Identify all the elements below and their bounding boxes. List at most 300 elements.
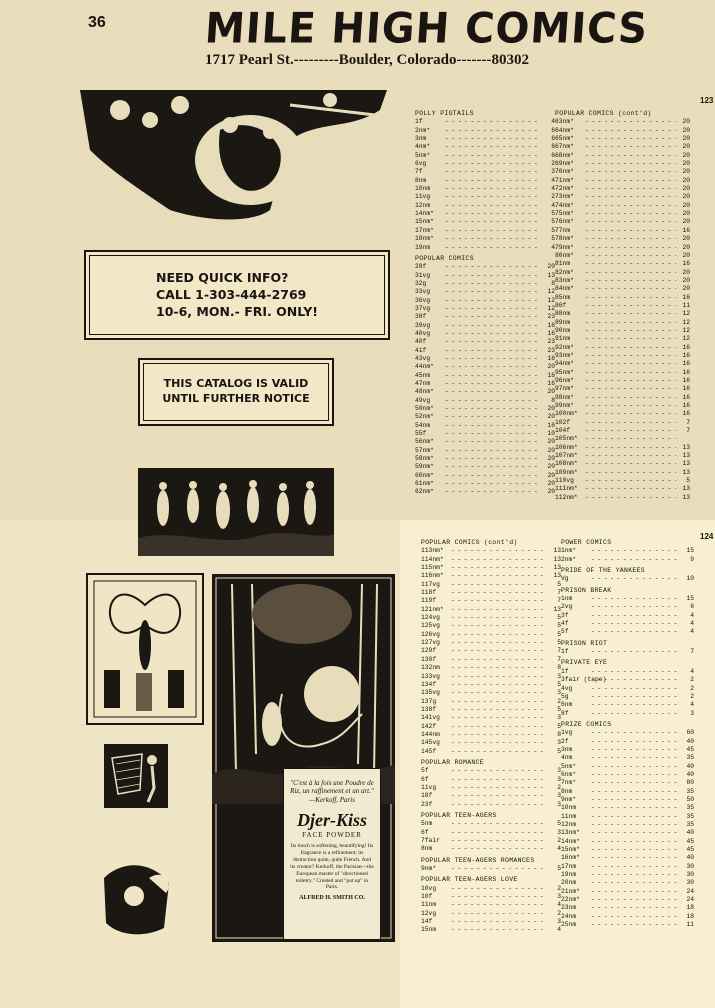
listing-row xyxy=(415,405,555,413)
issue-price: 3 xyxy=(557,739,561,747)
listing-row xyxy=(415,185,555,193)
issue-grade: 49vg xyxy=(415,396,431,404)
listing-row xyxy=(561,628,694,636)
listing-row xyxy=(421,723,561,731)
issue-grade: 129f xyxy=(421,647,437,655)
issue-grade: 12nm xyxy=(415,201,431,209)
leader-dashes xyxy=(451,656,547,664)
issue-price: 20 xyxy=(547,405,555,413)
issue-grade: 70nm* xyxy=(555,168,574,176)
issue-price: 20 xyxy=(682,210,690,218)
listing-row xyxy=(415,127,555,135)
listing-row xyxy=(561,896,694,904)
leader-dashes xyxy=(585,285,676,293)
listing-row xyxy=(421,664,561,672)
issue-price: 16 xyxy=(682,368,690,376)
issue-grade: 114nm* xyxy=(421,555,444,563)
listing-row xyxy=(415,380,555,388)
issue-price: 40 xyxy=(686,762,694,770)
issue-price: 5 xyxy=(557,865,561,873)
listing-row xyxy=(421,556,561,564)
issue-grade: 16nm* xyxy=(561,854,580,862)
page-mark-top: 123 xyxy=(700,96,714,105)
leader-dashes xyxy=(445,438,541,446)
listing-row xyxy=(555,319,690,327)
issue-price: 23 xyxy=(547,346,555,354)
issue-price: 5 xyxy=(551,218,555,226)
listing-row xyxy=(415,438,555,446)
issue-grade: 31vg xyxy=(415,271,431,279)
listing-row xyxy=(421,901,561,909)
quick-info-line-1: NEED QUICK INFO? xyxy=(156,270,289,285)
issue-price: 13 xyxy=(682,443,690,451)
listing-section-title: PRIZE COMICS xyxy=(561,720,612,728)
issue-price: 4 xyxy=(551,243,555,251)
listing-row xyxy=(415,455,555,463)
leader-dashes xyxy=(585,327,676,335)
leader-dashes xyxy=(585,260,676,268)
issue-grade: 12vg xyxy=(421,909,437,917)
listing-row xyxy=(555,152,690,160)
listing-row xyxy=(555,327,690,335)
listing-row xyxy=(421,739,561,747)
issue-grade: 2vg xyxy=(561,603,573,611)
leader-dashes xyxy=(451,792,547,800)
leader-dashes xyxy=(445,480,541,488)
issue-price: 3 xyxy=(557,792,561,800)
listing-row xyxy=(561,620,694,628)
listing-row xyxy=(561,685,694,693)
issue-price: 20 xyxy=(682,285,690,293)
issue-price: 16 xyxy=(682,377,690,384)
listing-row xyxy=(421,681,561,689)
leader-dashes xyxy=(585,494,676,502)
leader-dashes xyxy=(585,294,676,302)
leader-dashes xyxy=(591,676,680,684)
quick-info-line-2: CALL 1-303-444-2769 xyxy=(156,286,307,302)
leader-dashes xyxy=(585,452,676,460)
issue-grade: 48nm* xyxy=(415,388,434,396)
issue-price: 12 xyxy=(682,318,690,326)
issue-grade: 141vg xyxy=(421,714,440,722)
leader-dashes xyxy=(451,547,547,555)
leader-dashes xyxy=(591,729,680,737)
leader-dashes xyxy=(585,277,676,285)
listing-row xyxy=(561,612,694,620)
issue-price: 3 xyxy=(557,828,561,836)
issue-price: 13 xyxy=(682,493,690,501)
issue-grade: 8nm xyxy=(561,787,573,795)
issue-price: 20 xyxy=(547,363,555,371)
issue-price: 20 xyxy=(682,135,690,143)
issue-grade: 73nm* xyxy=(555,193,574,201)
listing-row xyxy=(415,472,555,480)
issue-grade: 11nm xyxy=(421,901,437,909)
issue-price: 2 xyxy=(557,909,561,917)
listing-row xyxy=(415,168,555,176)
issue-grade: 116nm* xyxy=(421,572,444,580)
listing-section-title: POPULAR COMICS (cont'd) xyxy=(421,539,518,546)
issue-grade: 79nm* xyxy=(555,243,574,251)
leader-dashes xyxy=(451,706,547,714)
issue-grade: 7fair xyxy=(421,837,440,845)
issue-price: 13 xyxy=(553,547,561,555)
illustration-butterfly-fairy xyxy=(86,573,204,725)
issue-price: 7 xyxy=(686,418,690,426)
listing-row xyxy=(561,754,694,762)
leader-dashes xyxy=(591,701,680,709)
issue-price: 23 xyxy=(547,338,555,346)
page-number: 36 xyxy=(88,14,106,31)
listing-row xyxy=(421,589,561,597)
leader-dashes xyxy=(445,380,541,388)
listing-section-title: POWER COMICS xyxy=(561,539,612,546)
issue-price: 5 xyxy=(557,580,561,588)
issue-grade: 125vg xyxy=(421,622,440,630)
issue-grade: 15nm* xyxy=(561,846,580,854)
issue-grade: 32g xyxy=(415,279,427,287)
leader-dashes xyxy=(585,469,676,477)
leader-dashes xyxy=(591,668,680,676)
listing-row xyxy=(421,614,561,622)
issue-price: 5 xyxy=(557,705,561,713)
leader-dashes xyxy=(585,444,676,452)
store-address: 1717 Pearl St.---------Boulder, Colorado-------80302 xyxy=(205,52,529,68)
issue-grade: 82nm* xyxy=(555,268,574,276)
issue-price: 20 xyxy=(547,388,555,396)
leader-dashes xyxy=(585,252,676,260)
issue-grade: 37vg xyxy=(415,304,431,312)
issue-price: 35 xyxy=(686,821,694,828)
issue-grade: 8nm xyxy=(415,176,427,184)
issue-price: 35 xyxy=(686,787,694,795)
leader-dashes xyxy=(585,185,676,193)
issue-grade: 3nm xyxy=(561,745,573,753)
issue-grade: 58nm* xyxy=(415,455,434,463)
issue-price: 50 xyxy=(686,795,694,803)
issue-price: 20 xyxy=(547,471,555,479)
leader-dashes xyxy=(445,355,541,363)
issue-price: 5 xyxy=(557,680,561,688)
issue-price: 16 xyxy=(547,321,555,329)
issue-price: 7 xyxy=(557,655,561,663)
issue-grade: 57nm* xyxy=(415,446,434,454)
issue-grade: 3f xyxy=(561,611,569,619)
listing-row xyxy=(421,845,561,853)
leader-dashes xyxy=(591,628,680,636)
listing-row xyxy=(555,360,690,368)
issue-grade: 15nm xyxy=(421,926,437,934)
leader-dashes xyxy=(591,595,680,603)
issue-grade: 102f xyxy=(555,418,571,426)
issue-grade: 38f xyxy=(415,313,427,321)
leader-dashes xyxy=(591,854,680,862)
listing-row xyxy=(421,631,561,639)
listing-row xyxy=(561,693,694,701)
listing-row xyxy=(421,673,561,681)
issue-price: 45 xyxy=(686,745,694,753)
listing-row xyxy=(415,210,555,218)
issue-price: 8 xyxy=(551,396,555,404)
issue-grade: 6f xyxy=(421,775,429,783)
issue-grade: 25nm xyxy=(561,921,577,929)
catalog-valid-ad xyxy=(138,358,334,426)
listing-row xyxy=(415,280,555,288)
issue-grade: 112nm* xyxy=(555,493,578,501)
leader-dashes xyxy=(591,846,680,854)
listing-row xyxy=(415,143,555,151)
leader-dashes xyxy=(585,477,676,485)
leader-dashes xyxy=(451,784,547,792)
issue-price: 4 xyxy=(551,176,555,184)
listing-row xyxy=(561,913,694,921)
issue-grade: 50nm* xyxy=(415,405,434,413)
leader-dashes xyxy=(445,413,541,421)
listing-section-title: POPULAR COMICS (cont'd) xyxy=(555,110,652,117)
issue-grade: 2f xyxy=(561,737,569,745)
issue-price: 16 xyxy=(682,343,690,351)
issue-price: 16 xyxy=(682,293,690,301)
listing-row xyxy=(561,779,694,787)
leader-dashes xyxy=(451,581,547,589)
listing-row xyxy=(415,177,555,185)
issue-grade: 4vg xyxy=(561,684,573,692)
listing-row xyxy=(555,410,690,418)
issue-price: 2 xyxy=(690,692,694,700)
issue-grade: 10nm xyxy=(561,804,577,812)
listing-row xyxy=(555,385,690,393)
listing-row xyxy=(561,904,694,912)
listing-row xyxy=(415,413,555,421)
leader-dashes xyxy=(585,427,676,435)
listing-row xyxy=(555,227,690,235)
listing-row xyxy=(561,821,694,829)
issue-price: 40 xyxy=(686,829,694,837)
issue-grade: 5nm xyxy=(421,820,433,828)
store-title: MILE HIGH COMICS xyxy=(203,4,650,54)
leader-dashes xyxy=(585,302,676,310)
leader-dashes xyxy=(585,135,676,143)
listing-row xyxy=(415,480,555,488)
issue-price: 20 xyxy=(682,160,690,168)
issue-grade: 19nm xyxy=(561,871,577,879)
illustration-fairy-dance xyxy=(138,468,334,556)
issue-grade: 15nm* xyxy=(415,218,434,226)
listing-row xyxy=(415,288,555,296)
listing-row xyxy=(421,572,561,580)
leader-dashes xyxy=(445,397,541,405)
issue-price: 4 xyxy=(557,845,561,853)
issue-grade: 1f xyxy=(561,667,569,675)
listing-section-title: POPULAR ROMANCE xyxy=(421,758,485,766)
listing-row xyxy=(415,330,555,338)
listing-row xyxy=(415,118,555,126)
issue-grade: 11vg xyxy=(421,783,437,791)
leader-dashes xyxy=(585,435,676,443)
issue-grade: 11nm xyxy=(561,812,577,820)
issue-price: 20 xyxy=(682,201,690,209)
issue-price: 2 xyxy=(690,684,694,692)
listing-column-bottom-right xyxy=(561,536,694,929)
listing-row xyxy=(415,397,555,405)
leader-dashes xyxy=(585,227,676,235)
leader-dashes xyxy=(591,710,680,718)
issue-grade: 75nm* xyxy=(555,210,574,218)
listing-row xyxy=(561,854,694,862)
listing-row xyxy=(421,926,561,934)
listing-row xyxy=(415,463,555,471)
issue-grade: 8f xyxy=(561,709,569,717)
issue-price: 20 xyxy=(682,251,690,259)
issue-grade: 137g xyxy=(421,697,437,705)
issue-price: 13 xyxy=(553,555,561,563)
issue-price: 3 xyxy=(557,672,561,680)
issue-grade: 117vg xyxy=(421,580,440,588)
leader-dashes xyxy=(445,455,541,463)
powder-ad-brand: Djer-Kiss xyxy=(296,810,367,831)
issue-price: 7 xyxy=(690,648,694,656)
listing-row xyxy=(555,269,690,277)
listing-row xyxy=(421,893,561,901)
leader-dashes xyxy=(591,547,680,555)
issue-grade: 18nm* xyxy=(415,235,434,243)
issue-grade: 83nm* xyxy=(555,276,574,284)
issue-price: 3 xyxy=(557,767,561,775)
listing-row xyxy=(555,260,690,268)
listing-row xyxy=(561,813,694,821)
illustration-fan-lady xyxy=(104,744,168,808)
issue-grade: 33vg xyxy=(415,288,431,296)
issue-price: 20 xyxy=(682,176,690,184)
leader-dashes xyxy=(591,620,680,628)
leader-dashes xyxy=(445,272,541,280)
listing-row xyxy=(555,135,690,143)
leader-dashes xyxy=(451,918,547,926)
listing-row xyxy=(561,788,694,796)
leader-dashes xyxy=(445,372,541,380)
issue-price: 20 xyxy=(682,143,690,151)
leader-dashes xyxy=(585,210,676,218)
leader-dashes xyxy=(585,310,676,318)
issue-price: 7 xyxy=(557,647,561,655)
issue-price: 5 xyxy=(557,722,561,730)
leader-dashes xyxy=(585,385,676,393)
issue-price: 20 xyxy=(682,218,690,226)
listing-section-title: PRIVATE EYE xyxy=(561,659,608,667)
leader-dashes xyxy=(445,168,541,176)
listing-row xyxy=(555,427,690,435)
page-mark-bottom: 124 xyxy=(700,532,714,541)
issue-grade: 68nm* xyxy=(555,151,574,159)
leader-dashes xyxy=(585,335,676,343)
listing-row xyxy=(421,689,561,697)
issue-grade: 44nm* xyxy=(415,363,434,371)
listing-row xyxy=(415,422,555,430)
issue-grade: 10f xyxy=(421,893,433,901)
leader-dashes xyxy=(585,394,676,402)
issue-grade: 6nm* xyxy=(561,770,577,778)
listing-row xyxy=(555,485,690,493)
listing-row xyxy=(421,776,561,784)
leader-dashes xyxy=(445,305,541,313)
leader-dashes xyxy=(445,235,541,243)
issue-price: 5 xyxy=(557,747,561,755)
leader-dashes xyxy=(451,910,547,918)
issue-price: 20 xyxy=(547,263,555,271)
leader-dashes xyxy=(445,263,541,271)
listing-row xyxy=(421,784,561,792)
listing-row xyxy=(421,829,561,837)
leader-dashes xyxy=(585,485,676,493)
issue-price: 20 xyxy=(547,488,555,496)
leader-dashes xyxy=(585,177,676,185)
issue-price: 60 xyxy=(686,729,694,737)
listing-row xyxy=(555,127,690,135)
listing-row xyxy=(555,285,690,293)
listing-section-title: PRISON RIOT xyxy=(561,639,608,647)
leader-dashes xyxy=(591,871,680,879)
issue-price: 4 xyxy=(551,185,555,193)
issue-grade: 6nm xyxy=(561,701,573,709)
listing-row xyxy=(561,738,694,746)
listing-row xyxy=(421,581,561,589)
listing-row xyxy=(561,879,694,887)
leader-dashes xyxy=(445,218,541,226)
leader-dashes xyxy=(451,723,547,731)
issue-grade: 92nm* xyxy=(555,343,574,351)
leader-dashes xyxy=(591,888,680,896)
issue-grade: 115nm* xyxy=(421,564,444,572)
leader-dashes xyxy=(451,664,547,672)
issue-price: 20 xyxy=(547,446,555,454)
issue-price: 24 xyxy=(686,896,694,904)
listing-row xyxy=(555,302,690,310)
leader-dashes xyxy=(445,244,541,252)
listing-row xyxy=(415,297,555,305)
issue-grade: 84nm* xyxy=(555,285,574,293)
issue-grade: 5nm* xyxy=(561,762,577,770)
issue-price: 20 xyxy=(547,438,555,446)
issue-price: 13 xyxy=(682,468,690,476)
leader-dashes xyxy=(591,575,680,583)
leader-dashes xyxy=(451,829,547,837)
listing-row xyxy=(561,838,694,846)
issue-price: 45 xyxy=(686,846,694,854)
issue-price: 5 xyxy=(557,639,561,647)
issue-grade: 94nm* xyxy=(555,360,574,368)
issue-price: 20 xyxy=(682,118,690,126)
listing-column-top-left xyxy=(415,107,555,497)
issue-price: 4 xyxy=(557,901,561,909)
issue-grade: 10vg xyxy=(421,884,437,892)
listing-row xyxy=(415,363,555,371)
leader-dashes xyxy=(451,731,547,739)
leader-dashes xyxy=(451,556,547,564)
issue-price: 20 xyxy=(547,455,555,463)
issue-price: 3 xyxy=(557,714,561,722)
issue-price: 5 xyxy=(551,235,555,243)
issue-price: 16 xyxy=(547,421,555,429)
issue-price: 18 xyxy=(686,904,694,912)
leader-dashes xyxy=(585,460,676,468)
issue-price: 13 xyxy=(553,605,561,613)
listing-row xyxy=(555,444,690,452)
listing-row xyxy=(555,435,690,443)
issue-grade: 3nm xyxy=(415,135,427,143)
listing-row xyxy=(415,355,555,363)
leader-dashes xyxy=(445,447,541,455)
leader-dashes xyxy=(445,193,541,201)
